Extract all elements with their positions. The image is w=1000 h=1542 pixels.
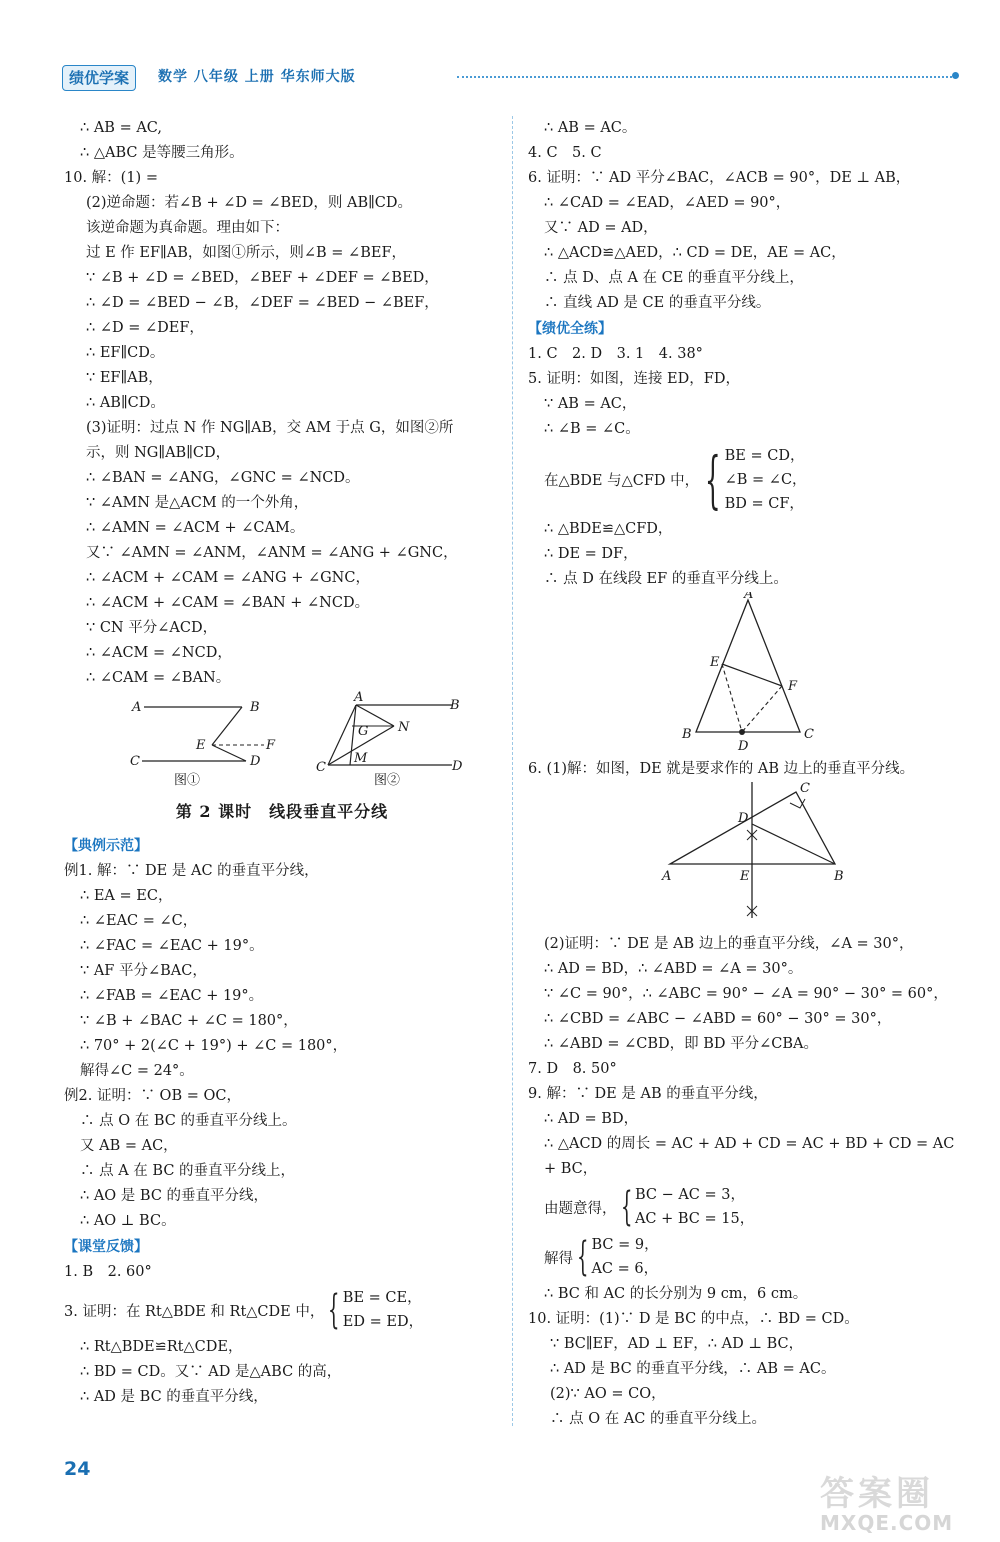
text-line: 过 E 作 EF∥AB，如图①所示，则∠B = ∠BEF， (86, 245, 407, 261)
text-line: ∵ BC∥EF，AD ⊥ EF，∴ AD ⊥ BC， (550, 1336, 804, 1352)
watermark (820, 1466, 970, 1536)
svg-text:D: D (250, 754, 261, 769)
text-line: ∴ ∠D = ∠DEF， (86, 320, 204, 336)
column-divider (512, 116, 513, 1426)
figures-1-2 (64, 691, 500, 791)
text-line: ∴ ∠FAC = ∠EAC + 19°。 (80, 938, 264, 954)
text-line: ∴ ∠CAM = ∠BAN。 (86, 670, 231, 686)
figure-right-triangle (528, 782, 968, 932)
text-line: ∴ ∠ACM + ∠CAM = ∠BAN + ∠NCD。 (86, 595, 370, 611)
text-line: ∴ 点 A 在 BC 的垂直平分线上， (80, 1163, 296, 1179)
text-line: ∴ ∠AMN = ∠ACM + ∠CAM。 (86, 520, 305, 536)
text-line: 又∵ ∠AMN = ∠ANM，∠ANM = ∠ANG + ∠GNC， (86, 545, 458, 561)
text-line: BD = CF， (724, 495, 804, 512)
text-line: BC − AC = 3， (634, 1187, 745, 1203)
text-line: (2)逆命题：若∠B + ∠D = ∠BED，则 AB∥CD。 (86, 195, 413, 211)
text-line: ∴ BD = CD。又∵ AD 是△ABC 的高， (80, 1364, 342, 1380)
text-line: BE = CE， (342, 1290, 422, 1306)
text-line: ∴ AO 是 BC 的垂直平分线， (80, 1188, 269, 1204)
equation-system-1 (528, 1182, 968, 1232)
brace-symbol: { (705, 442, 721, 516)
brace-symbol: { (576, 1234, 589, 1280)
left-column (64, 116, 500, 1410)
answers-1-4: 1. C 2. D 3. 1 4. 38° (528, 346, 703, 362)
text-line: ∴ 直线 AD 是 CE 的垂直平分线。 (544, 295, 771, 311)
question-10-right: 10. 证明：(1)∵ D 是 BC 的中点，∴ BD = CD。 (528, 1311, 859, 1327)
text-line: ∴ 点 D、点 A 在 CE 的垂直平分线上， (544, 270, 804, 286)
text-line: ∴ AB∥CD。 (86, 395, 165, 411)
text-line: ∴ ∠B = ∠C。 (544, 421, 640, 437)
svg-text:N: N (398, 720, 410, 735)
text-line: ∵ ∠B + ∠BAC + ∠C = 180°， (80, 1013, 298, 1029)
text-line: 又∵ AD = AD， (544, 220, 658, 236)
text-line: 由题意得， (544, 1200, 617, 1217)
text-line: ∵ ∠B + ∠D = ∠BED，∠BEF + ∠DEF = ∠BED， (86, 270, 439, 286)
section-heading: 【绩优全练】 (528, 321, 612, 337)
text-line: ∴ AB = AC, (80, 120, 162, 136)
text-line: 解得 (544, 1250, 573, 1267)
text-line: ∴ AB = AC。 (544, 120, 637, 136)
text-line: ∵ ∠AMN 是△ACM 的一个外角， (86, 495, 309, 511)
figure-triangle-5 (528, 592, 968, 757)
brace-rows (343, 1286, 423, 1334)
brace-symbol: { (328, 1287, 340, 1333)
text-line: AC = 6， (591, 1261, 659, 1277)
text-line: (2)证明：∵ DE 是 AB 边上的垂直平分线，∠A = 30°， (544, 936, 914, 952)
svg-text:C: C (804, 727, 814, 742)
brace-rows (635, 1183, 754, 1231)
header-dotted-rule (457, 76, 952, 78)
text-line: ∴ AD 是 BC 的垂直平分线， (80, 1389, 268, 1405)
svg-text:E: E (196, 738, 206, 753)
figure-1-caption: 图① (174, 773, 201, 788)
text-line: ∴ AO ⊥ BC。 (80, 1213, 176, 1229)
example-1: 例1. 解：∵ DE 是 AC 的垂直平分线， (64, 863, 319, 879)
text-line: ∴ ∠CBD = ∠ABC − ∠ABD = 60° − 30° = 30°， (544, 1011, 892, 1027)
question-10: 10. 解：(1) = (64, 170, 158, 186)
brace-rows (591, 1233, 658, 1281)
svg-text:D: D (738, 811, 749, 826)
brand-logo: 绩优学案 (62, 65, 136, 91)
right-column (528, 116, 968, 1432)
text-line: ∴ 点 O 在 BC 的垂直平分线上。 (80, 1113, 297, 1129)
text-line: ∴ EF∥CD。 (86, 345, 165, 361)
question-9: 9. 解：∵ DE 是 AB 的垂直平分线， (528, 1086, 768, 1102)
svg-text:E: E (740, 869, 750, 884)
text-line: ∴ ∠BAN = ∠ANG，∠GNC = ∠NCD。 (86, 470, 360, 486)
text-line: 示，则 NG∥AB∥CD， (86, 445, 231, 461)
header-subject: 数学 八年级 上册 华东师大版 (158, 69, 356, 85)
svg-text:A: A (132, 700, 142, 715)
text-line: AC + BC = 15， (634, 1211, 755, 1227)
svg-text:B: B (834, 869, 844, 884)
watermark-line-2: MXQE.COM (820, 1511, 954, 1535)
text-line: ∴ △ACD 的周长 = AC + AD + CD = AC + BD + CD = AC (544, 1136, 955, 1152)
question-6b: 6. (1)解：如图，DE 就是要求作的 AB 边上的垂直平分线。 (528, 761, 915, 777)
answers-7-8: 7. D 8. 50° (528, 1061, 617, 1077)
lesson-title: 第 2 课时 线段垂直平分线 (175, 802, 389, 821)
text-line: ∴ ∠ACM = ∠NCD， (86, 645, 232, 661)
text-line: ∵ AB = AC， (544, 396, 637, 412)
text-line: ∵ EF∥AB， (86, 370, 163, 386)
text-line: BC = 9， (591, 1237, 659, 1253)
text-line: (2)∵ AO = CO， (550, 1386, 666, 1402)
text-line: ∠B = ∠C， (724, 471, 807, 488)
text-line: ∴ BC 和 AC 的长分别为 9 cm，6 cm。 (544, 1286, 808, 1302)
text-line: ED = ED， (342, 1314, 424, 1330)
text-line: ∴ △ACD≌△AED，∴ CD = DE，AE = AC， (544, 245, 846, 261)
svg-text:A: A (662, 869, 672, 884)
text-line: ∴ 点 O 在 AC 的垂直平分线上。 (550, 1411, 766, 1427)
text-line: ∵ AF 平分∠BAC， (80, 963, 207, 979)
svg-text:B: B (682, 727, 692, 742)
brace-rows (725, 444, 807, 516)
svg-text:F: F (788, 679, 798, 694)
text-line: ∴ DE = DF， (544, 546, 638, 562)
text-line: 在△BDE 与△CFD 中， (544, 473, 700, 489)
text-line: ∴ △ABC 是等腰三角形。 (80, 145, 244, 161)
figure-2-caption: 图② (374, 773, 401, 788)
text-line: ∴ 点 D 在线段 EF 的垂直平分线上。 (544, 571, 788, 587)
svg-text:C: C (130, 754, 140, 769)
feedback-3 (64, 1285, 500, 1335)
text-line: 又 AB = AC， (80, 1138, 178, 1154)
brace-symbol: { (620, 1184, 632, 1230)
text-line: BE = CD， (724, 447, 805, 464)
text-line: ∵ CN 平分∠ACD， (86, 620, 218, 636)
question-5: 5. 证明：如图，连接 ED，FD， (528, 371, 740, 387)
text-line: ∴ ∠CAD = ∠EAD，∠AED = 90°， (544, 195, 791, 211)
svg-text:D: D (738, 739, 749, 754)
svg-text:M: M (354, 751, 368, 766)
text-line: 该逆命题为真命题。理由如下： (86, 220, 289, 236)
text-line: ∴ AD 是 BC 的垂直平分线，∴ AB = AC。 (550, 1361, 836, 1377)
text-line: ∴ ∠D = ∠BED − ∠B，∠DEF = ∠BED − ∠BEF， (86, 295, 439, 311)
question-6: 6. 证明：∵ AD 平分∠BAC，∠ACB = 90°，DE ⊥ AB， (528, 170, 911, 186)
section-heading: 【课堂反馈】 (64, 1239, 148, 1255)
svg-text:B: B (250, 700, 260, 715)
text-line: ∴ ∠ABD = ∠CBD，即 BD 平分∠CBA。 (544, 1036, 818, 1052)
text-line: ∴ ∠EAC = ∠C， (80, 913, 198, 929)
header-end-dot (952, 72, 959, 79)
text-line: 3. 证明：在 Rt△BDE 和 Rt△CDE 中， (64, 1303, 325, 1320)
watermark-line-1: 答案圈 (820, 1474, 934, 1514)
svg-text:A: A (354, 691, 364, 705)
text-line: ∵ ∠C = 90°，∴ ∠ABC = 90° − ∠A = 90° − 30° = 60°， (544, 986, 948, 1002)
equation-system-2 (528, 1232, 968, 1282)
svg-text:A: A (744, 592, 754, 602)
text-line: ∴ AD = BD，∴ ∠ABD = ∠A = 30°。 (544, 961, 803, 977)
header (62, 64, 962, 90)
text-line: 解得∠C = 24°。 (80, 1063, 194, 1079)
svg-text:G: G (358, 724, 369, 739)
text-line: ∴ ∠ACM + ∠CAM = ∠ANG + ∠GNC， (86, 570, 370, 586)
svg-text:B: B (450, 698, 460, 713)
text-line: ∴ EA = EC， (80, 888, 173, 904)
page-number: 24 (64, 1458, 91, 1480)
svg-text:F: F (266, 738, 276, 753)
text-line: ∴ ∠FAB = ∠EAC + 19°。 (80, 988, 264, 1004)
congruence-conditions (528, 442, 968, 517)
example-2: 例2. 证明：∵ OB = OC， (64, 1088, 241, 1104)
feedback-1-2: 1. B 2. 60° (64, 1264, 152, 1280)
svg-text:C: C (316, 760, 326, 775)
figure-1-svg (64, 691, 500, 791)
text-line: ∴ 70° + 2(∠C + 19°) + ∠C = 180°， (80, 1038, 348, 1054)
text-line: ∴ Rt△BDE≌Rt△CDE， (80, 1339, 243, 1355)
text-line: + BC， (544, 1161, 598, 1177)
answers-4-5: 4. C 5. C (528, 145, 602, 161)
triangle-5-svg (528, 592, 968, 757)
right-triangle-svg (528, 782, 968, 932)
svg-text:D: D (452, 759, 463, 774)
section-heading: 【典例示范】 (64, 838, 148, 854)
text-line: ∴ △BDE≌△CFD， (544, 521, 673, 537)
svg-text:E: E (710, 655, 720, 670)
text-line: ∴ AD = BD， (544, 1111, 639, 1127)
text-line: (3)证明：过点 N 作 NG∥AB，交 AM 于点 G，如图②所 (86, 420, 454, 436)
svg-text:C: C (800, 782, 810, 796)
